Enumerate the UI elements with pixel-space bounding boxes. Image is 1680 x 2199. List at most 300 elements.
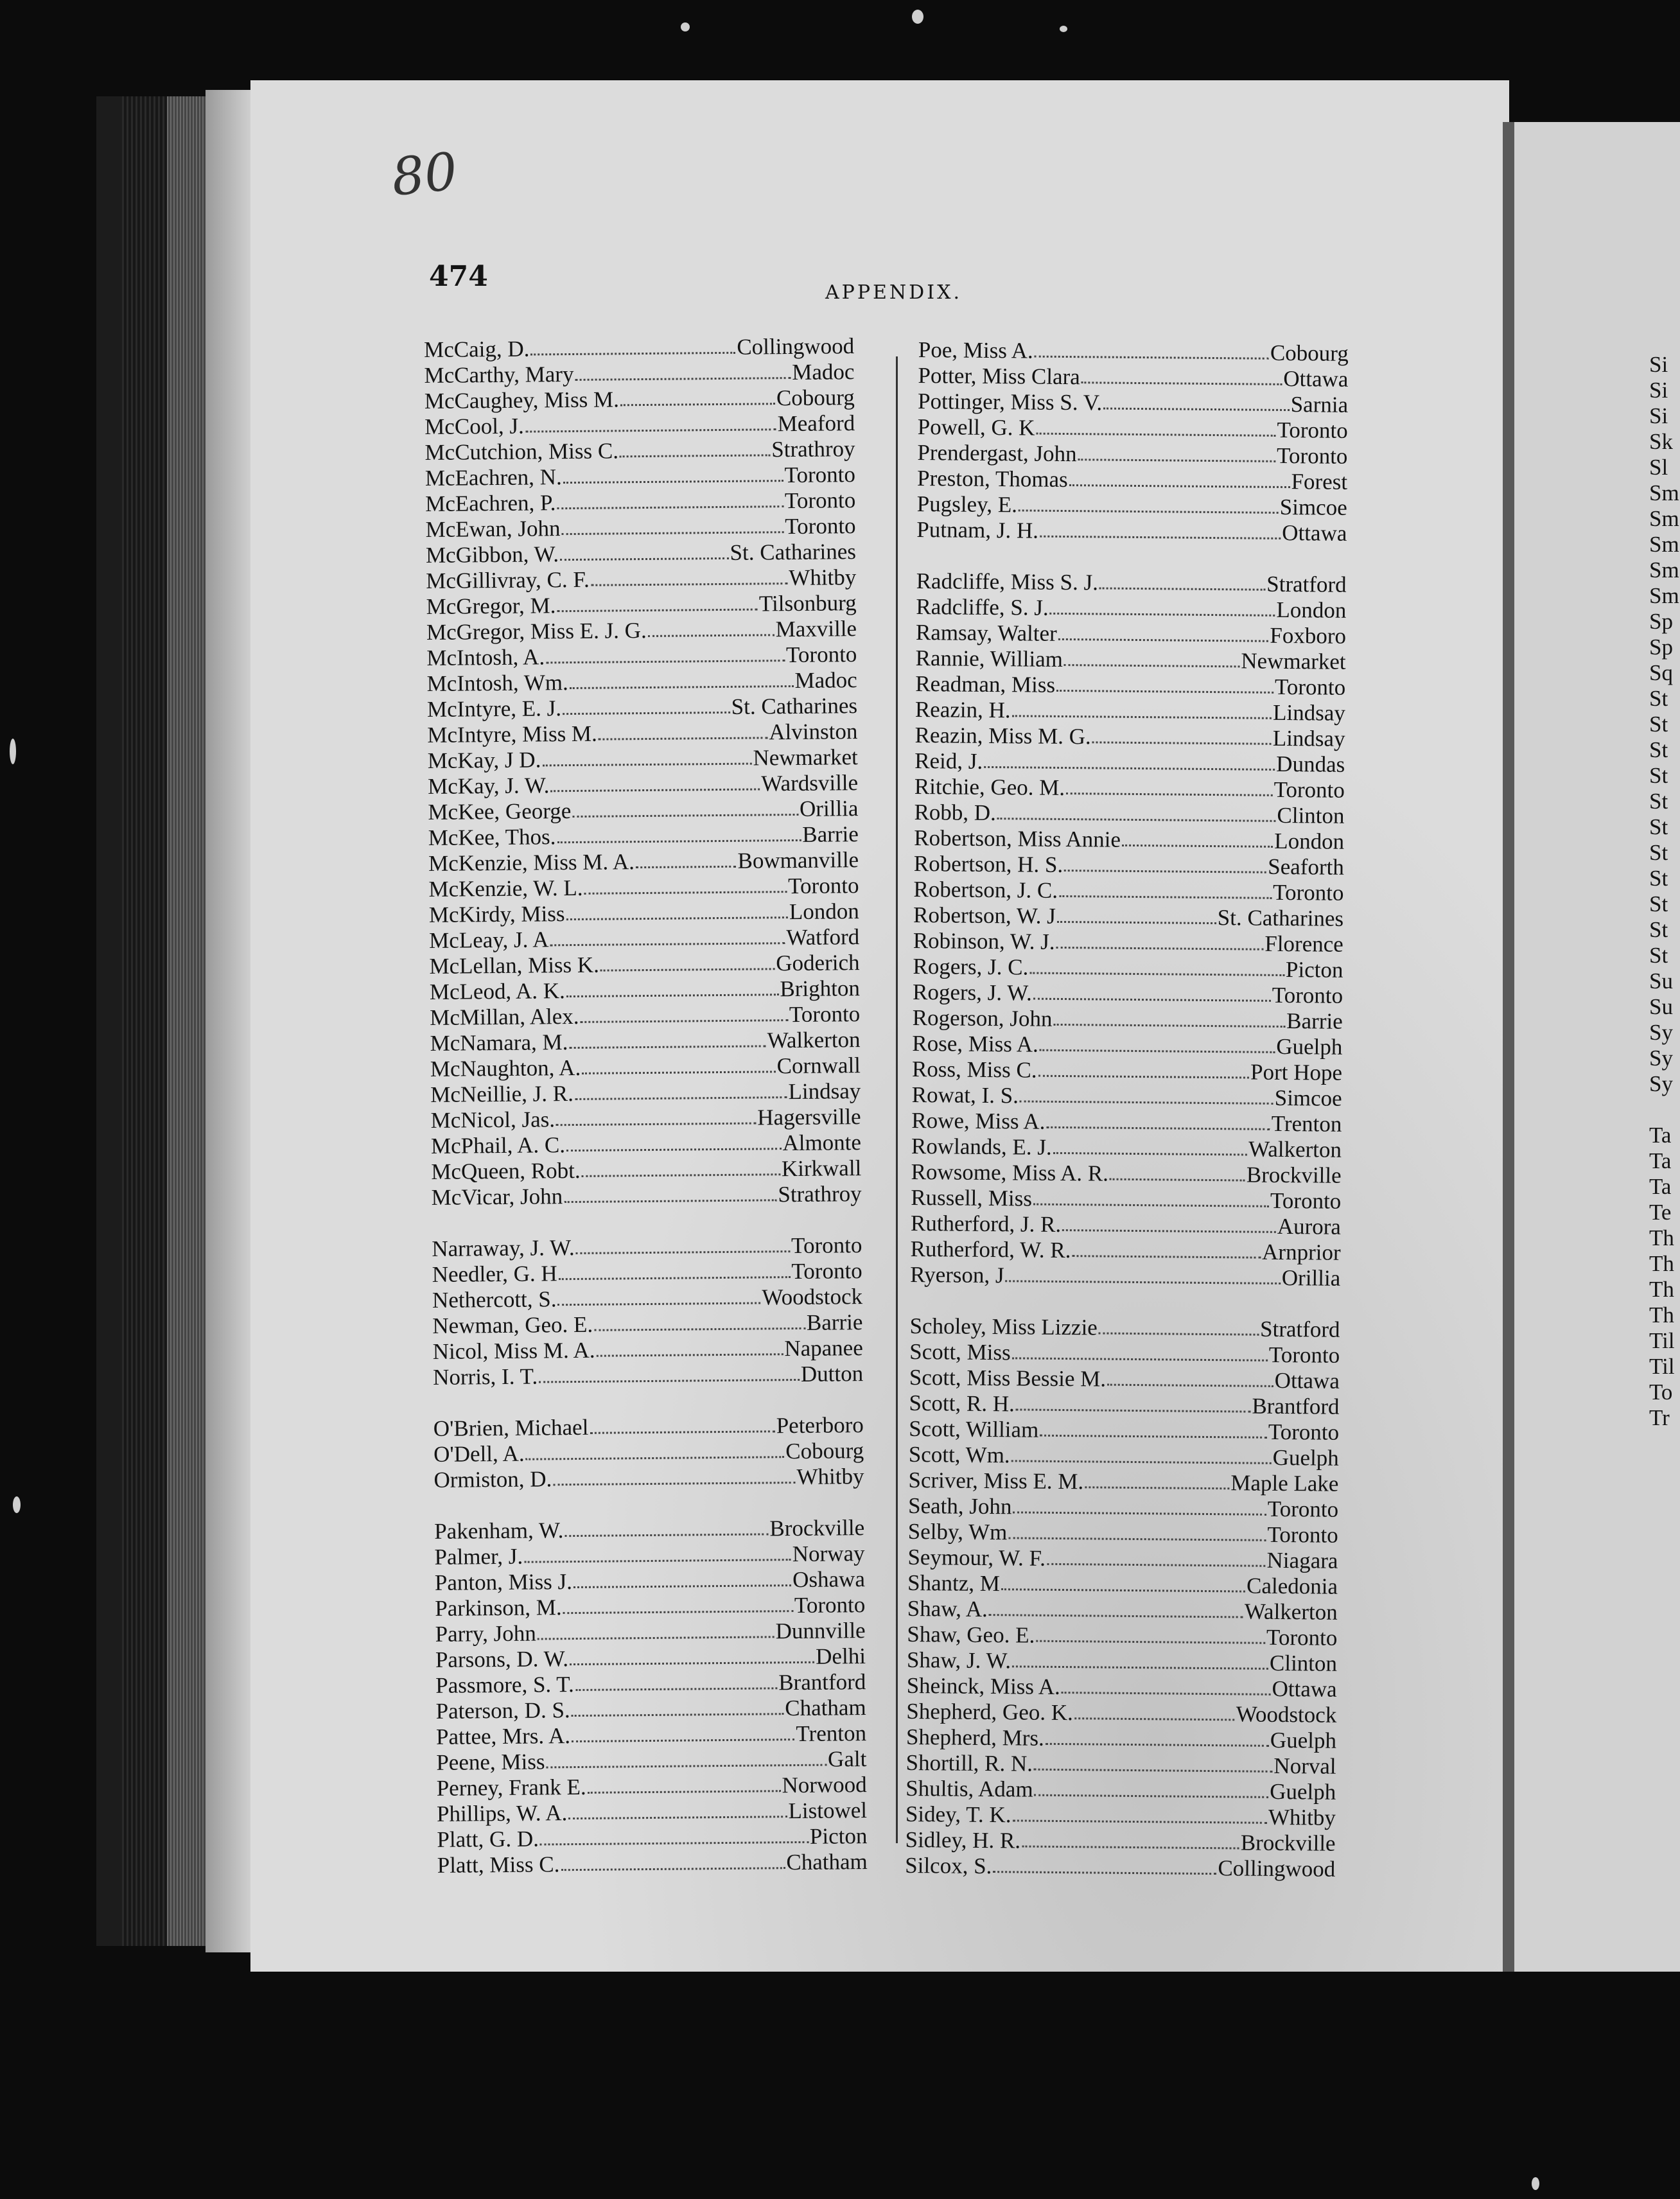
entry-place: Stratford	[1259, 1316, 1340, 1342]
entry-name: Robertson, J. C.	[913, 876, 1058, 903]
entry-name: O'Dell, A.	[433, 1441, 525, 1467]
list-item	[917, 491, 1347, 521]
list-item	[435, 1669, 866, 1699]
leader-dots	[1110, 1178, 1245, 1182]
entry-name: Ramsay, Walter	[915, 619, 1057, 646]
list-item	[429, 950, 859, 979]
list-item	[424, 359, 854, 389]
leader-dots	[590, 1430, 774, 1434]
entry-name: McGillivray, C. F.	[426, 566, 590, 593]
entry-name: Rowsome, Miss A. R.	[911, 1159, 1109, 1186]
leader-dots	[1008, 1537, 1266, 1541]
list-item	[432, 1181, 862, 1211]
leader-dots	[531, 352, 736, 356]
leader-dots	[1001, 1588, 1245, 1592]
leader-dots	[620, 454, 770, 457]
entry-place: Hagersville	[757, 1104, 861, 1130]
entry-name: Ryerson, J	[910, 1261, 1004, 1288]
leader-dots	[550, 788, 760, 792]
fragment-text: Su	[1649, 994, 1673, 1019]
entry-name: McVicar, John	[431, 1184, 563, 1210]
leader-dots	[557, 839, 801, 843]
entry-name: Radcliffe, Miss S. J.	[916, 568, 1099, 595]
entry-name: Rutherford, W. R.	[910, 1236, 1071, 1263]
entry-name: Ross, Miss C.	[911, 1056, 1037, 1083]
list-item	[907, 1545, 1338, 1574]
list-item	[909, 1339, 1340, 1369]
leader-dots	[588, 1790, 781, 1794]
fragment-text: Si	[1649, 352, 1668, 377]
entry-name: Ormiston, D.	[433, 1466, 552, 1493]
entry-name: Platt, Miss C.	[437, 1852, 560, 1878]
entry-name: Sidley, H. R.	[905, 1827, 1021, 1853]
entry-name: McGibbon, W.	[425, 541, 559, 568]
entry-place: Ottawa	[1274, 1367, 1340, 1394]
entry-name: McNamara, M.	[430, 1029, 568, 1056]
entry-name: McCaughey, Miss M.	[424, 387, 620, 414]
leader-dots	[599, 737, 768, 740]
list-item	[917, 440, 1347, 469]
leader-dots	[538, 1636, 774, 1640]
list-item	[917, 466, 1347, 495]
entry-name: Passmore, S. T.	[435, 1672, 575, 1698]
leader-dots	[1040, 1435, 1267, 1439]
list-item	[908, 1519, 1338, 1548]
entry-name: Shepherd, Mrs.	[906, 1724, 1044, 1751]
entry-name: Silcox, S.	[905, 1852, 992, 1879]
entry-place: Ottawa	[1272, 1676, 1337, 1702]
fragment-text: St	[1649, 789, 1668, 814]
entry-name: McNicol, Jas.	[430, 1107, 556, 1133]
fragment-text: Sy	[1649, 1071, 1673, 1096]
entry-place: Clinton	[1269, 1650, 1338, 1676]
leader-dots	[524, 1559, 791, 1563]
leader-dots	[584, 891, 787, 895]
list-item	[909, 1416, 1339, 1446]
entry-place: Guelph	[1276, 1033, 1343, 1060]
entry-place: Toronto	[785, 642, 857, 668]
leader-dots	[546, 660, 785, 663]
list-item	[911, 1108, 1342, 1137]
entry-place: Dutton	[800, 1361, 864, 1387]
leader-dots	[559, 1276, 791, 1280]
book-edge-pages-light	[167, 96, 206, 1946]
leader-dots	[525, 428, 776, 432]
leader-dots	[1046, 1743, 1269, 1747]
leader-dots	[572, 1739, 794, 1742]
fragment-text: St	[1649, 891, 1668, 916]
entry-place: Toronto	[1276, 442, 1348, 469]
list-item	[918, 363, 1348, 392]
entry-place: Picton	[809, 1823, 868, 1849]
entry-place: Meaford	[777, 410, 855, 437]
scan-speck	[10, 739, 16, 764]
list-item	[424, 410, 855, 440]
leader-dots	[575, 377, 791, 381]
scan-speck	[1532, 2177, 1539, 2190]
entry-place: Toronto	[787, 873, 859, 899]
fragment-text: Sy	[1649, 1020, 1673, 1045]
leader-dots	[1047, 1563, 1266, 1567]
list-item	[424, 333, 854, 363]
entry-place: Kirkwall	[781, 1155, 862, 1182]
leader-dots	[1064, 664, 1239, 667]
entry-name: Shepherd, Geo. K.	[906, 1698, 1074, 1726]
fragment-text: Sl	[1649, 455, 1668, 480]
entry-place: Toronto	[1272, 879, 1344, 906]
entry-name: Pattee, Mrs. A.	[435, 1723, 571, 1749]
entry-name: Scott, R. H.	[909, 1390, 1015, 1417]
list-item	[906, 1724, 1336, 1754]
entry-place: Picton	[1285, 957, 1343, 983]
entry-name: Rogers, J. W.	[912, 979, 1032, 1006]
list-item	[911, 1159, 1341, 1189]
entry-name: Potter, Miss Clara	[918, 362, 1080, 390]
entry-name: Norris, I. T.	[432, 1363, 538, 1390]
entry-place: Newmarket	[753, 744, 858, 771]
leader-dots	[1033, 998, 1271, 1002]
entry-name: McCarthy, Mary	[424, 361, 574, 388]
entry-place: Orillia	[1281, 1265, 1341, 1291]
entry-name: McCutchion, Miss C.	[424, 438, 619, 465]
entry-place: Ottawa	[1283, 365, 1349, 392]
entry-place: Brantford	[1252, 1393, 1340, 1419]
entry-name: McKirdy, Miss	[428, 901, 565, 927]
list-item	[434, 1541, 864, 1570]
entry-place: Toronto	[1272, 982, 1343, 1008]
list-item	[432, 1284, 862, 1313]
list-item	[430, 1078, 861, 1108]
list-item	[914, 774, 1345, 803]
list-item	[436, 1746, 866, 1776]
entry-place: Norval	[1273, 1753, 1336, 1779]
entry-name: Rose, Miss A.	[912, 1030, 1039, 1057]
leader-dots	[575, 1096, 787, 1100]
leader-dots	[573, 1584, 791, 1588]
entry-name: Pakenham, W.	[434, 1518, 564, 1544]
leader-dots	[561, 1867, 785, 1871]
entry-place: Toronto	[791, 1258, 862, 1284]
entry-place: Listowel	[788, 1798, 868, 1824]
leader-dots	[566, 916, 788, 920]
entry-name: Robb, D.	[914, 799, 997, 826]
entry-name: Rowat, I. S.	[911, 1082, 1019, 1108]
leader-dots	[997, 818, 1276, 822]
entry-place: Strathroy	[771, 436, 855, 462]
list-item	[914, 800, 1344, 829]
leader-dots	[1016, 1408, 1251, 1412]
list-item	[914, 723, 1345, 752]
entry-place: London	[789, 898, 859, 925]
leader-dots	[1046, 1126, 1270, 1130]
leader-dots	[1056, 947, 1263, 951]
fragment-text: Sp	[1649, 609, 1673, 634]
entry-place: London	[1274, 828, 1345, 854]
leader-dots	[1107, 1384, 1273, 1387]
entry-place: St. Catharines	[1217, 905, 1344, 931]
entry-place: Chatham	[785, 1695, 866, 1721]
leader-dots	[568, 1816, 787, 1819]
entry-place: Peterboro	[776, 1412, 864, 1439]
entry-name: Phillips, W. A.	[436, 1800, 568, 1827]
entry-place: Toronto	[791, 1232, 862, 1259]
entry-place: Alvinston	[769, 719, 858, 745]
fragment-text: Til	[1649, 1328, 1675, 1353]
list-item	[437, 1798, 867, 1827]
facing-page-fragments	[1649, 352, 1679, 1431]
entry-name: Russell, Miss	[911, 1184, 1033, 1211]
entry-place: Napanee	[784, 1335, 863, 1362]
leader-dots	[1085, 1486, 1229, 1489]
leader-dots	[576, 1250, 790, 1254]
list-item	[906, 1750, 1336, 1780]
list-item	[910, 1262, 1340, 1292]
entry-place: Barrie	[1286, 1008, 1343, 1034]
section-gap	[916, 543, 1347, 572]
list-item	[437, 1772, 867, 1801]
leader-dots	[540, 1841, 809, 1846]
list-item	[913, 1005, 1343, 1035]
entry-name: Platt, G. D.	[437, 1826, 539, 1852]
entry-name: Paterson, D. S.	[435, 1697, 570, 1724]
entry-name: McMillan, Alex.	[430, 1003, 579, 1030]
leader-dots	[648, 634, 774, 637]
entry-name: Shaw, Geo. E.	[907, 1621, 1035, 1648]
list-item	[906, 1776, 1336, 1805]
leader-dots	[1081, 381, 1282, 385]
entry-name: Shaw, J. W.	[906, 1647, 1011, 1674]
entry-name: Nicol, Miss M. A.	[432, 1337, 595, 1364]
entry-name: McLeay, J. A	[429, 927, 549, 953]
list-item	[429, 898, 859, 928]
leader-dots	[1058, 638, 1269, 642]
fragment-text: St	[1649, 763, 1668, 788]
list-item	[428, 796, 858, 825]
entry-name: Powell, G. K	[917, 414, 1035, 441]
leader-dots	[547, 1764, 827, 1769]
book-page-curl	[206, 90, 250, 1952]
entry-place: Ottawa	[1282, 520, 1347, 546]
entry-name: McEwan, John	[425, 516, 561, 542]
list-item	[429, 924, 859, 954]
entry-place: Wardsville	[761, 770, 859, 796]
list-item	[914, 748, 1345, 778]
leader-dots	[1035, 1794, 1269, 1798]
list-item	[908, 1467, 1338, 1497]
entry-place: Clinton	[1277, 802, 1345, 828]
entry-name: Scholey, Miss Lizzie	[909, 1313, 1098, 1340]
list-item	[914, 851, 1344, 880]
entry-name: Robertson, W. J	[913, 902, 1056, 929]
leader-dots	[1040, 536, 1281, 539]
entry-name: Rogerson, John	[912, 1004, 1053, 1031]
entry-name: Robinson, W. J.	[913, 927, 1055, 954]
leader-dots	[1050, 613, 1275, 617]
entry-place: London	[1276, 597, 1347, 623]
entry-place: Strathroy	[778, 1181, 862, 1207]
leader-dots	[572, 1713, 784, 1717]
entry-name: McKay, J D.	[427, 747, 541, 773]
list-item	[911, 1185, 1341, 1214]
list-item	[424, 385, 855, 414]
entry-name: McNeillie, J. R.	[430, 1081, 574, 1107]
leader-dots	[1019, 509, 1279, 514]
leader-dots	[1103, 408, 1289, 412]
list-item	[432, 1232, 862, 1262]
list-item	[426, 642, 857, 671]
leader-dots	[1011, 1460, 1272, 1464]
list-item	[906, 1801, 1336, 1831]
entry-place: Tilsonburg	[758, 590, 857, 617]
fragment-text: Su	[1649, 968, 1673, 994]
list-item	[906, 1699, 1336, 1728]
entry-place: Simcoe	[1279, 494, 1347, 520]
list-item	[432, 1258, 862, 1288]
fragment-text: Sy	[1649, 1046, 1673, 1071]
fragment-text: Te	[1649, 1200, 1672, 1225]
entry-name: Peene, Miss	[436, 1749, 545, 1775]
list-item	[426, 539, 856, 568]
list-item	[435, 1566, 865, 1596]
entry-place: Toronto	[1268, 1419, 1340, 1445]
entry-place: St. Catharines	[730, 539, 857, 565]
entry-place: Toronto	[1268, 1342, 1340, 1368]
leader-dots	[553, 1482, 795, 1485]
fragment-text: Ta	[1649, 1123, 1672, 1148]
entry-place: Norwood	[782, 1772, 867, 1798]
leader-dots	[1033, 1204, 1269, 1207]
list-item	[435, 1592, 865, 1622]
leader-dots	[569, 1045, 766, 1049]
leader-dots	[566, 1148, 781, 1152]
entry-place: Collingwood	[1218, 1855, 1336, 1882]
entry-place: Aurora	[1277, 1213, 1342, 1240]
entry-place: Toronto	[1270, 1187, 1342, 1214]
list-item	[914, 825, 1344, 855]
list-item	[435, 1643, 866, 1673]
list-item	[916, 620, 1346, 649]
fragment-text: Tr	[1649, 1405, 1670, 1430]
entry-place: Toronto	[1273, 776, 1345, 803]
entry-name: Rowlands, E. J.	[911, 1133, 1052, 1160]
entry-place: Whitby	[789, 565, 857, 591]
leader-dots	[620, 403, 775, 406]
entry-place: Forest	[1291, 469, 1348, 495]
list-item	[436, 1721, 866, 1750]
list-item	[907, 1596, 1338, 1625]
list-item	[918, 389, 1348, 418]
leader-dots	[1072, 1255, 1261, 1259]
fragment-text: To	[1649, 1380, 1673, 1405]
entry-place: Collingwood	[737, 333, 855, 360]
leader-dots	[636, 866, 737, 868]
entry-name: Scott, Miss Bessie M.	[909, 1364, 1107, 1392]
fragment-text: Sp	[1649, 635, 1673, 660]
list-item	[909, 1365, 1340, 1394]
list-item	[430, 1001, 860, 1031]
list-item	[913, 902, 1343, 932]
page-header: APPENDIX.	[825, 281, 962, 304]
leader-dots	[1038, 1075, 1249, 1079]
leader-dots	[1053, 1024, 1285, 1028]
fragment-text: Sm	[1649, 557, 1679, 583]
leader-dots	[1057, 921, 1216, 924]
leader-dots	[582, 1173, 780, 1177]
entry-name: McQueen, Robt.	[431, 1157, 581, 1184]
leader-dots	[542, 763, 751, 767]
entry-place: Oshawa	[792, 1566, 866, 1593]
leader-dots	[556, 1123, 756, 1126]
entry-name: Parry, John	[435, 1620, 536, 1647]
entry-name: Scott, Wm.	[908, 1441, 1010, 1468]
list-item	[909, 1390, 1339, 1420]
list-item	[906, 1673, 1336, 1703]
entry-name: Readman, Miss	[915, 670, 1056, 697]
leader-dots	[1006, 1280, 1281, 1284]
entry-place: Woodstock	[762, 1284, 863, 1310]
list-item	[427, 667, 857, 697]
leader-dots	[1092, 741, 1272, 744]
entry-place: Whitby	[1268, 1804, 1336, 1830]
list-item	[908, 1493, 1338, 1523]
entry-place: Port Hope	[1250, 1059, 1343, 1085]
leader-dots	[550, 942, 785, 946]
list-item	[435, 1618, 865, 1647]
entry-name: McLellan, Miss K.	[429, 952, 600, 979]
entry-place: Madoc	[794, 667, 857, 693]
fragment-text: Sm	[1649, 506, 1679, 531]
list-item	[916, 594, 1346, 624]
entry-name: Seath, John	[907, 1493, 1012, 1520]
entry-name: Shaw, A.	[907, 1595, 988, 1622]
entry-place: Cornwall	[776, 1053, 861, 1079]
entry-name: Selby, Wm	[907, 1518, 1008, 1545]
entry-place: Trenton	[796, 1721, 867, 1747]
leader-dots	[1029, 972, 1284, 976]
entry-place: Toronto	[1267, 1496, 1339, 1522]
entry-place: Lindsay	[1272, 725, 1345, 751]
entry-place: Trenton	[1271, 1110, 1342, 1137]
entry-name: Perney, Frank E.	[436, 1774, 586, 1801]
fragment-text: Th	[1649, 1277, 1674, 1302]
entry-place: Lindsay	[788, 1078, 861, 1105]
entry-name: Ritchie, Geo. M.	[914, 773, 1065, 801]
entry-name: Putnam, J. H.	[916, 516, 1039, 543]
entry-name: Preston, Thomas	[916, 465, 1068, 493]
entry-name: McKee, Thos.	[428, 824, 556, 850]
entry-place: Almonte	[782, 1130, 862, 1156]
leader-dots	[1099, 1333, 1259, 1336]
leader-dots	[1022, 1845, 1239, 1849]
entry-name: Rowe, Miss A.	[911, 1107, 1046, 1134]
list-item	[905, 1827, 1335, 1857]
list-item	[437, 1849, 868, 1879]
entry-name: Pottinger, Miss S. V.	[917, 388, 1103, 416]
entry-place: Guelph	[1272, 1444, 1339, 1471]
list-item	[430, 1027, 860, 1056]
list-item	[907, 1647, 1337, 1677]
entry-name: McKenzie, W. L.	[428, 875, 583, 902]
scan-speck	[13, 1496, 21, 1513]
fragment-text: Sk	[1649, 429, 1673, 454]
entry-place: Florence	[1264, 931, 1343, 957]
leader-dots	[597, 1353, 783, 1357]
entry-place: Seaforth	[1268, 854, 1344, 880]
entry-name: Rogers, J. C.	[913, 953, 1029, 980]
fragment-text: St	[1649, 943, 1668, 968]
leader-dots	[1069, 484, 1290, 488]
leader-dots	[1064, 870, 1266, 873]
